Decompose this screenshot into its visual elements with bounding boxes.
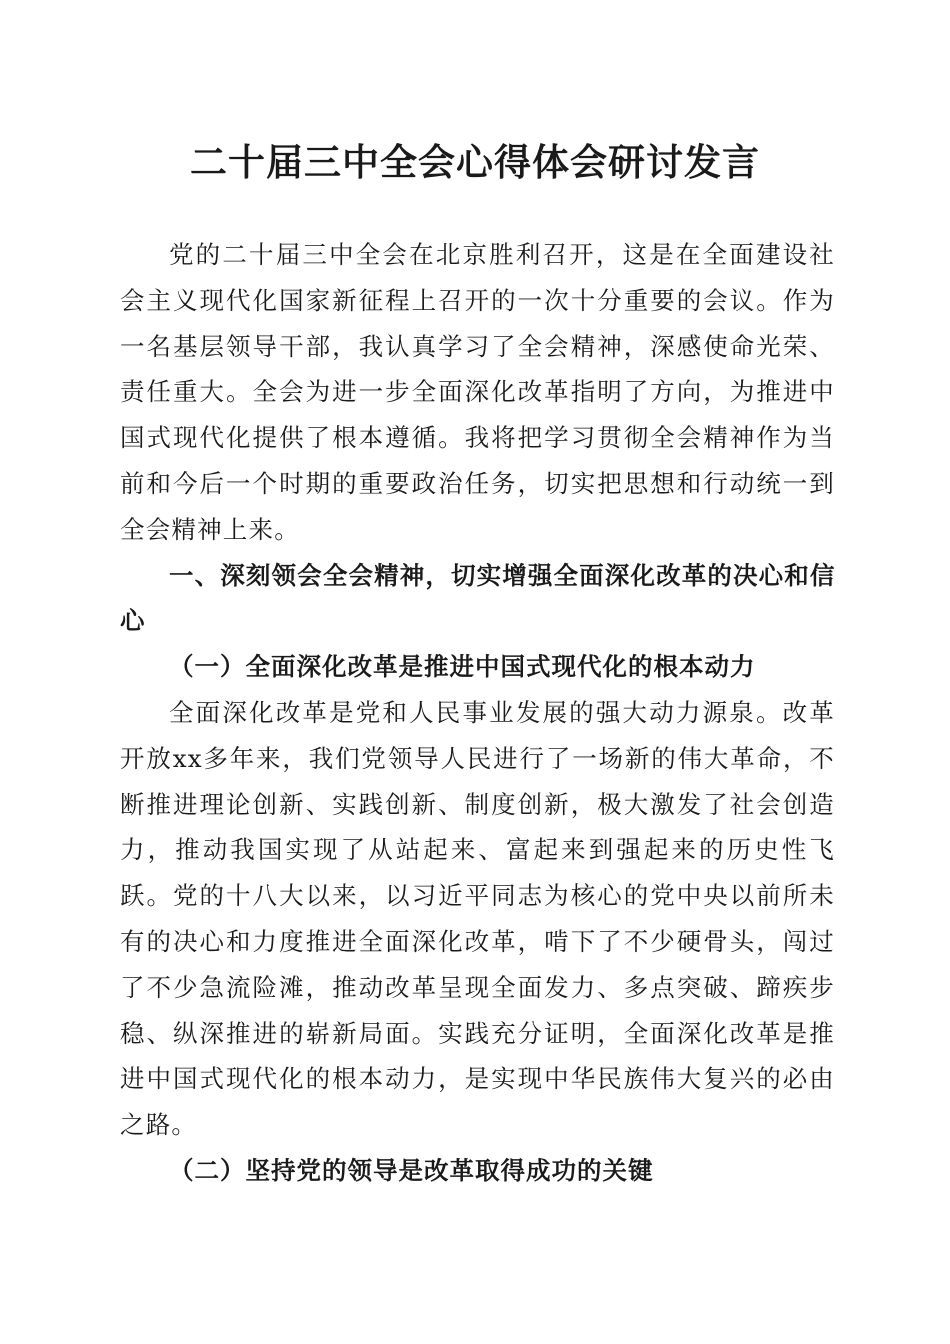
document-title: 二十届三中全会心得体会研讨发言: [190, 140, 760, 184]
section-1-heading: 一、深刻领会全会精神，切实增强全面深化改革的决心和信心: [120, 560, 835, 636]
subsection-1-paragraph: 全面深化改革是党和人民事业发展的强大动力源泉。改革开放xx多年来，我们党领导人民进行了一场新的伟大革命，不断推进理论创新、实践创新、制度创新，极大激发了社会创造力，推动我国实现了从站起来、富起来到强起来的历史性飞跃。党的十八大以来，以习近平同志为核心的党中央以前所未有的决心和力度推进全面深化改革，啃下了不少硬骨头，闯过了不少急流险滩，推动改革呈现全面发力、多点突破、蹄疾步稳、纵深推进的崭新局面。实践充分证明，全面深化改革是推进中国式现代化的根本动力，是实现中华民族伟大复兴的必由之路。: [120, 697, 835, 1140]
subsection-2-heading: （二）坚持党的领导是改革取得成功的关键: [169, 1155, 654, 1185]
intro-paragraph: 党的二十届三中全会在北京胜利召开，这是在全面建设社会主义现代化国家新征程上召开的一次十分重要的会议。作为一名基层领导干部，我认真学习了全会精神，深感使命光荣、责任重大。全会为进一步全面深化改革指明了方向，为推进中国式现代化提供了根本遵循。我将把学习贯彻全会精神作为当前和今后一个时期的重要政治任务，切实把思想和行动统一到全会精神上来。: [120, 240, 835, 544]
document-body: [120, 232, 835, 1194]
subsection-1-heading: （一）全面深化改革是推进中国式现代化的根本动力: [169, 652, 756, 682]
